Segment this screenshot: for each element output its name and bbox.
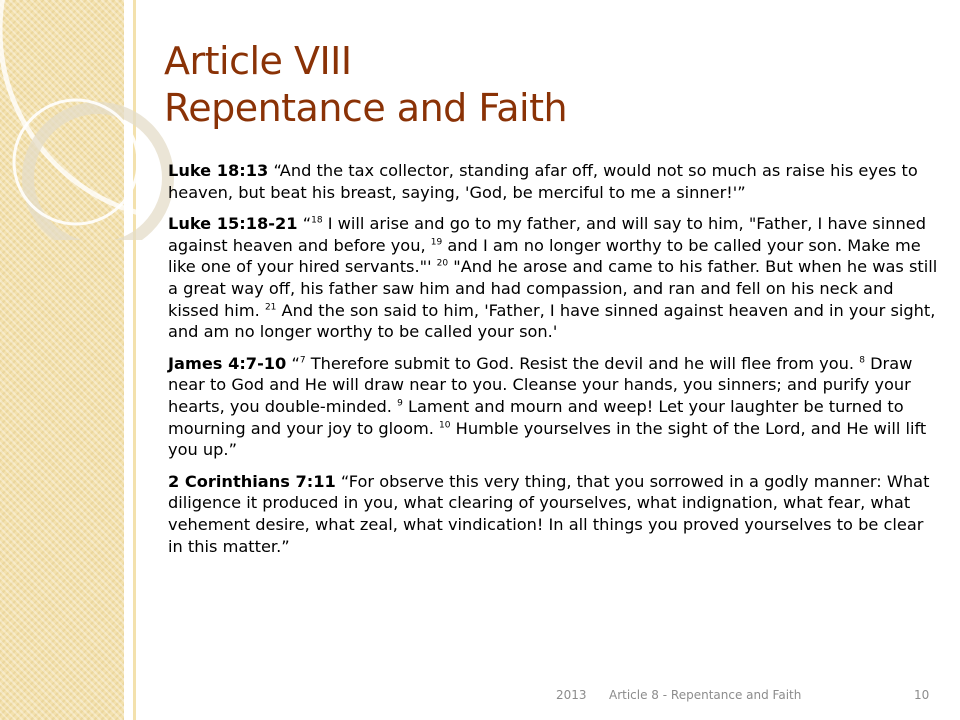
passage-text: “For observe this very thing, that you sorrowed in a godly manner: What diligence it produced in you, what clearing of yourselves, what indignation, what fear, what vehement desire, what zeal, what vindication! In all things you proved yourselves to be clear in this matter.” <box>168 471 930 556</box>
footer-title: Article 8 - Repentance and Faith <box>609 688 802 702</box>
passage-luke-18 <box>168 160 938 203</box>
verse-number: 10 <box>439 420 451 431</box>
slide-footer <box>0 688 960 708</box>
verse-text: Lament and mourn and weep! Let your laughter be turned to mourning and your joy to gloom. <box>168 396 904 438</box>
verse-number: 9 <box>397 398 403 409</box>
verse-number: 8 <box>859 355 865 366</box>
slide-title-line-2: Repentance and Faith <box>164 86 568 130</box>
verse-text: Humble yourselves in the sight of the Lord, and He will lift you up.” <box>168 418 927 460</box>
slide-title-line-1: Article VIII <box>164 39 352 83</box>
passage-luke-15: Luke 15:18-21 “$^{18}$ I will arise and go to my father, and will say to him, "Father, I have sinned against heaven and before you, $^{19}$ and I am no longer worthy to be called your son. Make me like one of your hired servants."' $^{20}$ "And he arose and came to his father. But when he was still a great way off, his father saw him and had compassion, and ran and fell on his neck and kissed him. $^{21}$ And the son said to him, 'Father, I have sinned against heaven and in your sight, and am no longer worthy to be called your son.' <box>168 214 938 342</box>
verse-text: And the son said to him, 'Father, I have sinned against heaven and in your sight, and am no longer worthy to be called your son.' <box>168 300 936 342</box>
verse-number: 19 <box>430 237 443 248</box>
verse-text: "And he arose and came to his father. But when he was still a great way off, his father saw him and had compassion, and ran and fell on his neck and kissed him. <box>168 257 938 320</box>
passage-reference: James 4:7-10 <box>168 353 287 373</box>
footer-date: 2013 <box>556 688 587 702</box>
passage-james-4: James 4:7-10 “$^7$ Therefore submit to God. Resist the devil and he will flee from you. $^8$ Draw near to God and He will draw near to you. Cleanse your hands, you sinners; and purify your hearts, you double-minded. $^9$ Lament and mourn and weep! Let your laughter be turned to mourning and your joy to gloom. $^{10}$ Humble yourselves in the sight of the Lord, and He will lift you up.” <box>168 353 927 460</box>
verse-text: Draw near to God and He will draw near to you. Cleanse your hands, you sinners; and purify your hearts, you double-minded. <box>168 353 913 416</box>
slide-number: 10 <box>914 688 930 702</box>
passage-2-corinthians-7 <box>168 471 938 557</box>
verse-number: 18 <box>311 215 323 226</box>
passage-reference: Luke 18:13 <box>168 161 269 180</box>
slide-body <box>168 160 938 567</box>
verse-text: I will arise and go to my father, and will say to him, "Father, I have sinned against heaven and before you, <box>168 214 926 255</box>
passage-text: “And the tax collector, standing afar off, would not so much as raise his eyes to heaven, but beat his breast, saying, 'God, be merciful to me a sinner!'” <box>168 161 918 202</box>
passage-reference: 2 Corinthians 7:11 <box>168 471 336 491</box>
slide-title <box>164 38 567 132</box>
verse-text: Therefore submit to God. Resist the devil and he will flee from you. <box>305 353 860 373</box>
verse-number: 20 <box>436 258 449 269</box>
verse-number: 7 <box>299 355 306 366</box>
verse-text: and I am no longer worthy to be called your son. Make me like one of your hired servants."' <box>168 235 921 277</box>
passage-reference: Luke 15:18-21 <box>168 214 298 234</box>
verse-number: 21 <box>264 302 277 313</box>
